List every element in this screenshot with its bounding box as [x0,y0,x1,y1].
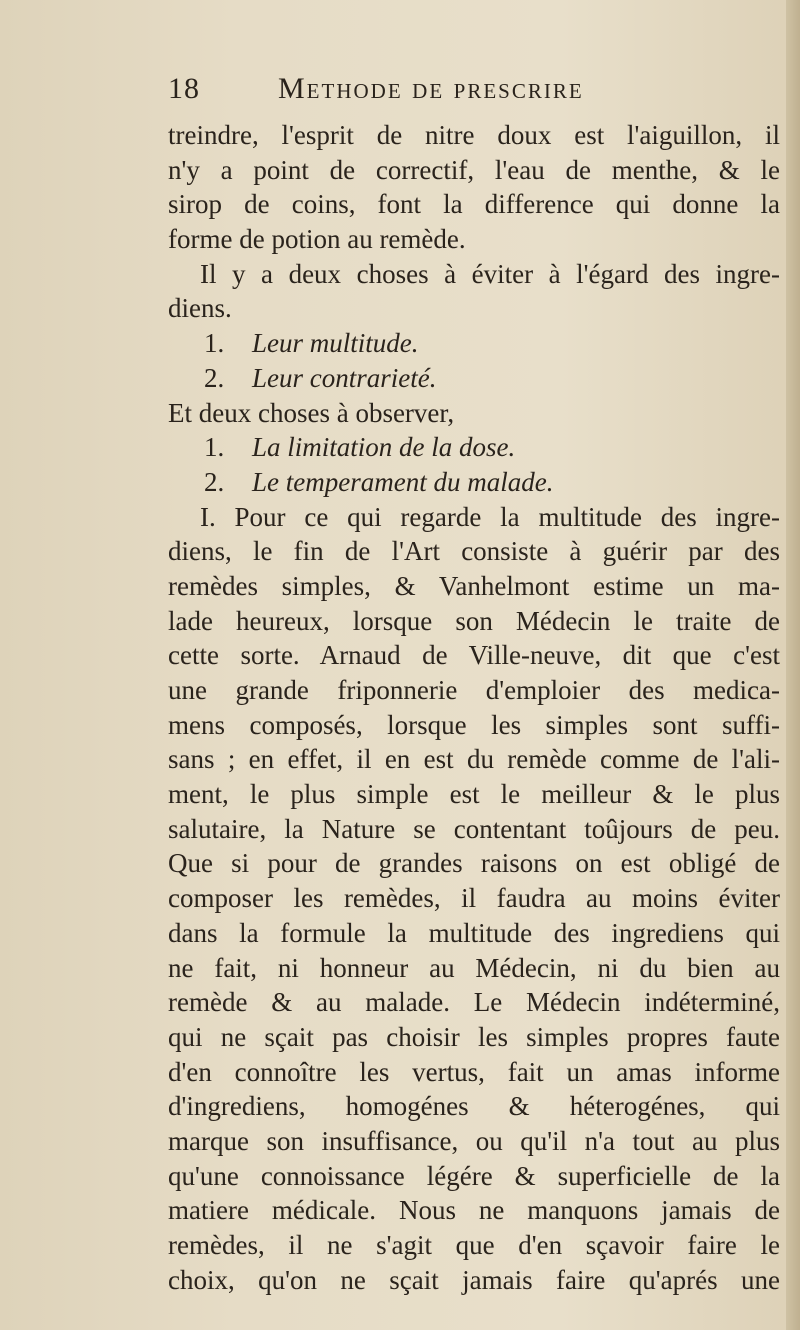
page-gutter [786,0,800,1330]
text-line: diens, le fin de l'Art consiste à guérir par des [168,536,780,567]
text-line: forme de potion au remède. [168,224,466,255]
text-line: d'en connoître les vertus, fait un amas informe [168,1056,780,1087]
list-item-observe [168,430,780,465]
list-item-observe [168,465,780,500]
text-line: dans la formule la multitude des ingrediens qui [168,917,780,948]
text-line: Que si pour de grandes raisons on est obligé de [168,848,780,879]
list-item-avoid [168,361,780,396]
list-number: 2. [204,466,225,497]
text-line: ment, le plus simple est le meilleur & le plus [168,779,780,810]
text-line: qu'une connoissance légére & superficielle de la [168,1160,780,1191]
text-block [168,72,780,1297]
text-line: ne fait, ni honneur au Médecin, ni du bien au [168,952,780,983]
page-header [168,72,780,118]
text-line: I. Pour ce qui regarde la multitude des ingre- [200,501,780,532]
text-line: treindre, l'esprit de nitre doux est l'aiguillon, il [168,120,780,150]
text-line: matiere médicale. Nous ne manquons jamais de [168,1195,780,1226]
text-line: choix, qu'on ne sçait jamais faire qu'aprés une [168,1264,780,1295]
list-number: 1. [204,432,225,463]
text-line: Il y a deux choses à éviter à l'égard des ingre- [200,258,780,289]
text-line: n'y a point de correctif, l'eau de menthe, & le [168,154,780,185]
text-line: marque son insuffisance, ou qu'il n'a tout au plus [168,1125,780,1156]
list-text: Leur multitude. [252,328,419,359]
text-line: sirop de coins, font la difference qui donne la [168,189,780,220]
text-line: une grande friponnerie d'emploier des medica- [168,675,780,705]
text-line: remèdes, il ne s'agit que d'en sçavoir faire le [168,1230,780,1260]
list-text: Leur contrarieté. [252,362,437,393]
text-line: composer les remèdes, il faudra au moins éviter [168,883,780,914]
text-line: d'ingrediens, homogénes & héterogénes, qui [168,1091,780,1122]
list-number: 1. [204,328,225,359]
text-line: remède & au malade. Le Médecin indéterminé, [168,987,780,1018]
text-line: salutaire, la Nature se contentant toûjours de peu. [168,813,780,844]
text-line: remèdes simples, & Vanhelmont estime un ma- [168,570,780,601]
text-line: cette sorte. Arnaud de Ville-neuve, dit que c'est [168,640,780,671]
list-item-avoid [168,326,780,361]
text-line: diens. [168,293,232,324]
text-line: qui ne sçait pas choisir les simples propres faute [168,1021,780,1052]
text-line: Et deux choses à observer, [168,397,455,428]
list-text: Le temperament du malade. [252,466,554,497]
text-line: lade heureux, lorsque son Médecin le traite de [168,605,780,636]
text-line: mens composés, lorsque les simples sont suffi- [168,709,780,740]
page-number: 18 [168,72,200,105]
list-text: La limitation de la dose. [252,432,516,463]
list-number: 2. [204,362,225,393]
text-line: sans ; en effet, il en est du remède comme de l'ali- [168,744,780,775]
running-title: Methode de prescrire [278,72,584,105]
